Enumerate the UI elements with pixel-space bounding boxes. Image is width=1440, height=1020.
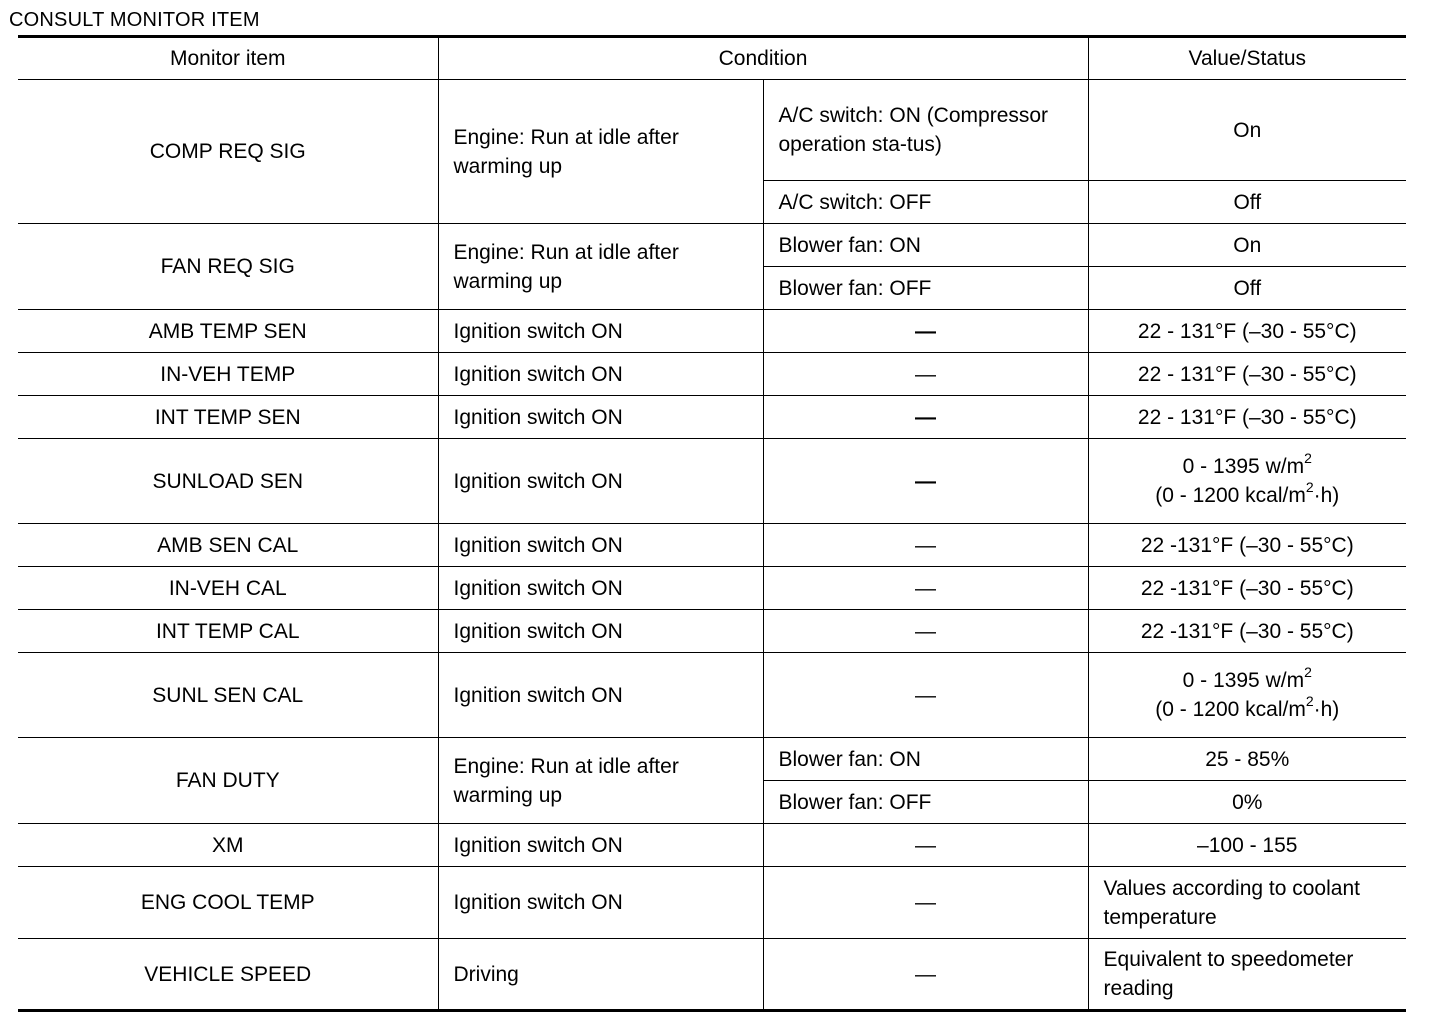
sub-condition-cell: — (763, 524, 1088, 567)
sub-condition-cell: — (763, 567, 1088, 610)
sub-condition-cell: A/C switch: OFF (763, 181, 1088, 224)
value-cell: On (1088, 224, 1406, 267)
condition-cell: Ignition switch ON (438, 567, 763, 610)
table-row (18, 396, 1406, 439)
condition-cell: Ignition switch ON (438, 653, 763, 738)
condition-cell: Ignition switch ON (438, 353, 763, 396)
header-value-status: Value/Status (1088, 37, 1406, 80)
table-row (18, 310, 1406, 353)
value-cell: 22 -131°F (–30 - 55°C) (1088, 610, 1406, 653)
table-row (18, 738, 1406, 781)
table-row (18, 353, 1406, 396)
table-row (18, 567, 1406, 610)
table-row (18, 80, 1406, 181)
table-row (18, 939, 1406, 1011)
monitor-item-cell: IN-VEH TEMP (18, 353, 438, 396)
monitor-item-cell: XM (18, 824, 438, 867)
monitor-item-cell: INT TEMP SEN (18, 396, 438, 439)
value-line-2: (0 - 1200 kcal/$m^2\cdot h$) (1155, 693, 1340, 721)
value-cell (1088, 439, 1406, 524)
sub-condition-cell: Blower fan: OFF (763, 781, 1088, 824)
table-row (18, 524, 1406, 567)
value-cell: 22 - 131°F (–30 - 55°C) (1088, 396, 1406, 439)
monitor-item-cell: VEHICLE SPEED (18, 939, 438, 1011)
sub-condition-cell: — (763, 310, 1088, 353)
value-cell: 25 - 85% (1088, 738, 1406, 781)
table-row (18, 653, 1406, 738)
sub-condition-cell: — (763, 610, 1088, 653)
monitor-item-cell: FAN DUTY (18, 738, 438, 824)
table-row (18, 824, 1406, 867)
header-condition: Condition (438, 37, 1088, 80)
value-cell: 0% (1088, 781, 1406, 824)
value-cell: On (1088, 80, 1406, 181)
condition-cell: Ignition switch ON (438, 610, 763, 653)
sub-condition-cell: — (763, 653, 1088, 738)
monitor-item-cell: IN-VEH CAL (18, 567, 438, 610)
condition-cell: Ignition switch ON (438, 867, 763, 939)
sub-condition-cell: Blower fan: OFF (763, 267, 1088, 310)
sub-condition-cell: — (763, 396, 1088, 439)
condition-cell: Ignition switch ON (438, 439, 763, 524)
monitor-item-cell: INT TEMP CAL (18, 610, 438, 653)
condition-cell: Driving (438, 939, 763, 1011)
table-row (18, 439, 1406, 524)
value-cell: 22 - 131°F (–30 - 55°C) (1088, 310, 1406, 353)
monitor-item-cell: COMP REQ SIG (18, 80, 438, 224)
table-header-row (18, 37, 1406, 80)
sub-condition-cell: — (763, 824, 1088, 867)
condition-cell: Ignition switch ON (438, 824, 763, 867)
table-row (18, 867, 1406, 939)
value-cell: 22 - 131°F (–30 - 55°C) (1088, 353, 1406, 396)
condition-cell: Ignition switch ON (438, 396, 763, 439)
condition-cell: Engine: Run at idle after warming up (438, 224, 763, 310)
document-title: CONSULT MONITOR ITEM (9, 9, 260, 31)
monitor-item-cell: AMB SEN CAL (18, 524, 438, 567)
condition-cell: Engine: Run at idle after warming up (438, 80, 763, 224)
value-cell: 22 -131°F (–30 - 55°C) (1088, 524, 1406, 567)
monitor-item-cell: SUNLOAD SEN (18, 439, 438, 524)
consult-monitor-table (18, 35, 1406, 1012)
value-cell: Equivalent to speedometer reading (1088, 939, 1406, 1011)
monitor-item-cell: SUNL SEN CAL (18, 653, 438, 738)
monitor-item-cell: AMB TEMP SEN (18, 310, 438, 353)
sub-condition-cell: — (763, 439, 1088, 524)
condition-cell: Ignition switch ON (438, 524, 763, 567)
header-monitor-item: Monitor item (18, 37, 438, 80)
value-line-1: 0 - 1395 $w/m^2$ (1182, 664, 1312, 692)
value-cell (1088, 653, 1406, 738)
value-cell: –100 - 155 (1088, 824, 1406, 867)
table-row (18, 224, 1406, 267)
value-cell: Values according to coolant temperature (1088, 867, 1406, 939)
value-cell: Off (1088, 181, 1406, 224)
table-row (18, 610, 1406, 653)
sub-condition-cell: Blower fan: ON (763, 738, 1088, 781)
sub-condition-cell: — (763, 867, 1088, 939)
monitor-item-cell: ENG COOL TEMP (18, 867, 438, 939)
condition-cell: Engine: Run at idle after warming up (438, 738, 763, 824)
value-cell: Off (1088, 267, 1406, 310)
condition-cell: Ignition switch ON (438, 310, 763, 353)
sub-condition-cell: — (763, 353, 1088, 396)
value-line-1: 0 - 1395 $w/m^2$ (1182, 450, 1312, 478)
value-cell: 22 -131°F (–30 - 55°C) (1088, 567, 1406, 610)
sub-condition-cell: Blower fan: ON (763, 224, 1088, 267)
monitor-item-cell: FAN REQ SIG (18, 224, 438, 310)
value-line-2: (0 - 1200 kcal/$m^2\cdot h$) (1155, 479, 1340, 507)
sub-condition-cell: — (763, 939, 1088, 1011)
sub-condition-cell: A/C switch: ON (Compressor operation sta-tus) (763, 80, 1088, 181)
